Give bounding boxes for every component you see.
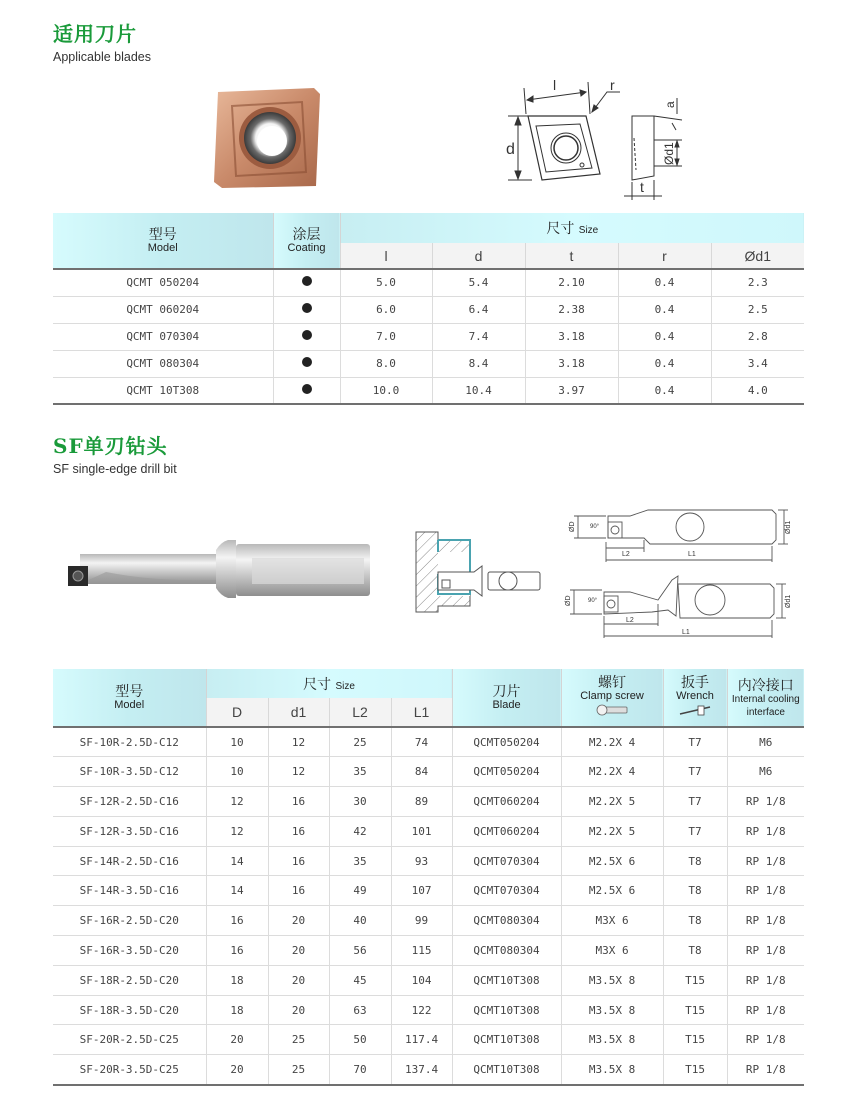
blades-section-title: 适用刀片 [53, 22, 137, 46]
cell-blade: QCMT10T308 [452, 995, 561, 1025]
cell-d1: 2.8 [711, 323, 804, 350]
svg-text:L2: L2 [626, 617, 634, 624]
clamp-screw-icon [595, 704, 629, 716]
table-row [53, 846, 804, 876]
header-model: 型号 Model [53, 213, 273, 269]
cell-wrench: T8 [663, 876, 727, 906]
table-row [53, 1055, 804, 1085]
cell-d1: 16 [268, 816, 329, 846]
cell-l2: 50 [329, 1025, 391, 1055]
drill-section-subtitle: SF single-edge drill bit [53, 462, 177, 476]
svg-text:90°: 90° [590, 524, 600, 530]
cell-l: 7.0 [340, 323, 432, 350]
cell-model: SF-20R-3.5D-C25 [53, 1055, 206, 1085]
cell-cooling: M6 [727, 757, 804, 787]
cell-wrench: T7 [663, 757, 727, 787]
cell-model: SF-18R-3.5D-C20 [53, 995, 206, 1025]
cell-d: 14 [206, 876, 268, 906]
cell-d: 10 [206, 727, 268, 757]
header-size: 尺寸 Size [206, 669, 452, 698]
table-row [53, 876, 804, 906]
blades-table [53, 213, 804, 405]
cell-model: SF-14R-2.5D-C16 [53, 846, 206, 876]
cell-l2: 49 [329, 876, 391, 906]
cell-d: 20 [206, 1025, 268, 1055]
svg-text:ØD: ØD [565, 595, 572, 606]
cell-model: SF-10R-3.5D-C12 [53, 757, 206, 787]
drilling-application-diagram [408, 526, 548, 616]
table-row [53, 757, 804, 787]
svg-text:r: r [610, 77, 615, 93]
cell-cooling: RP 1/8 [727, 995, 804, 1025]
svg-text:a: a [663, 101, 677, 108]
cell-model: SF-16R-3.5D-C20 [53, 936, 206, 966]
cell-wrench: T8 [663, 936, 727, 966]
cell-model: SF-12R-2.5D-C16 [53, 787, 206, 817]
cell-d1: 16 [268, 876, 329, 906]
cell-screw: M3X 6 [561, 906, 663, 936]
cell-l1: 101 [391, 816, 452, 846]
cell-l1: 122 [391, 995, 452, 1025]
header-d1: Ød1 [711, 243, 804, 269]
cell-l1: 107 [391, 876, 452, 906]
cell-cooling: RP 1/8 [727, 965, 804, 995]
cell-blade: QCMT10T308 [452, 1025, 561, 1055]
cell-l2: 30 [329, 787, 391, 817]
header-r: r [618, 243, 711, 269]
cell-screw: M3X 6 [561, 936, 663, 966]
cell-t: 2.10 [525, 269, 618, 296]
table-row [53, 787, 804, 817]
header-d: d [432, 243, 525, 269]
cell-blade: QCMT10T308 [452, 1055, 561, 1085]
svg-text:L1: L1 [688, 551, 696, 558]
cell-coating [273, 323, 340, 350]
cell-blade: QCMT070304 [452, 876, 561, 906]
svg-text:L1: L1 [682, 629, 690, 636]
cell-l: 10.0 [340, 377, 432, 404]
cell-l: 6.0 [340, 296, 432, 323]
svg-text:d: d [506, 141, 515, 158]
cell-model: QCMT 060204 [53, 296, 273, 323]
svg-text:L2: L2 [622, 551, 630, 558]
cell-cooling: RP 1/8 [727, 816, 804, 846]
cell-l1: 117.4 [391, 1025, 452, 1055]
cell-r: 0.4 [618, 296, 711, 323]
cell-l2: 42 [329, 816, 391, 846]
header-L2: L2 [329, 698, 391, 727]
cell-d1: 20 [268, 906, 329, 936]
cell-blade: QCMT050204 [452, 727, 561, 757]
cell-cooling: RP 1/8 [727, 936, 804, 966]
cell-d: 16 [206, 936, 268, 966]
cell-t: 3.18 [525, 350, 618, 377]
cell-screw: M2.2X 4 [561, 727, 663, 757]
cell-d: 16 [206, 906, 268, 936]
cell-model: SF-18R-2.5D-C20 [53, 965, 206, 995]
coating-dot-icon [302, 276, 312, 286]
cell-wrench: T15 [663, 1055, 727, 1085]
cell-d: 6.4 [432, 296, 525, 323]
drill-table [53, 669, 804, 1086]
cell-screw: M2.5X 6 [561, 846, 663, 876]
svg-text:l: l [553, 77, 557, 93]
cell-l1: 89 [391, 787, 452, 817]
cell-model: SF-12R-3.5D-C16 [53, 816, 206, 846]
header-clamp-screw: 螺钉 Clamp screw [561, 669, 663, 727]
cell-wrench: T8 [663, 906, 727, 936]
cell-d1: 2.3 [711, 269, 804, 296]
coating-dot-icon [302, 330, 312, 340]
wrench-icon [678, 703, 712, 717]
cell-l2: 35 [329, 846, 391, 876]
cell-wrench: T7 [663, 816, 727, 846]
cell-l1: 74 [391, 727, 452, 757]
drill-dimension-diagram [560, 492, 800, 642]
table-row [53, 965, 804, 995]
cell-wrench: T15 [663, 1025, 727, 1055]
cell-d: 18 [206, 965, 268, 995]
cell-l2: 45 [329, 965, 391, 995]
cell-t: 3.18 [525, 323, 618, 350]
header-L1: L1 [391, 698, 452, 727]
cell-screw: M2.2X 4 [561, 757, 663, 787]
cell-cooling: M6 [727, 727, 804, 757]
cell-screw: M3.5X 8 [561, 1055, 663, 1085]
cell-screw: M3.5X 8 [561, 995, 663, 1025]
cell-d1: 12 [268, 727, 329, 757]
svg-text:t: t [640, 179, 644, 195]
cell-screw: M2.2X 5 [561, 816, 663, 846]
coating-dot-icon [302, 384, 312, 394]
cell-l1: 137.4 [391, 1055, 452, 1085]
table-row [53, 323, 804, 350]
table-row [53, 936, 804, 966]
cell-r: 0.4 [618, 350, 711, 377]
cell-coating [273, 296, 340, 323]
cell-cooling: RP 1/8 [727, 876, 804, 906]
cell-blade: QCMT080304 [452, 936, 561, 966]
svg-text:Ød1: Ød1 [662, 142, 676, 165]
cell-d1: 12 [268, 757, 329, 787]
cell-l2: 25 [329, 727, 391, 757]
cell-l2: 63 [329, 995, 391, 1025]
cell-l2: 56 [329, 936, 391, 966]
cell-d1: 25 [268, 1055, 329, 1085]
cell-model: SF-16R-2.5D-C20 [53, 906, 206, 936]
header-size: 尺寸 Size [340, 213, 804, 243]
cell-d: 8.4 [432, 350, 525, 377]
table-row [53, 906, 804, 936]
cell-l: 8.0 [340, 350, 432, 377]
cell-coating [273, 269, 340, 296]
drill-section-title: SF单刃钻头 [53, 434, 168, 458]
cell-coating [273, 350, 340, 377]
cell-d1: 20 [268, 965, 329, 995]
cell-blade: QCMT10T308 [452, 965, 561, 995]
header-coating: 涂层 Coating [273, 213, 340, 269]
cell-cooling: RP 1/8 [727, 787, 804, 817]
cell-model: QCMT 080304 [53, 350, 273, 377]
cell-wrench: T7 [663, 787, 727, 817]
cell-model: SF-10R-2.5D-C12 [53, 727, 206, 757]
cell-d: 5.4 [432, 269, 525, 296]
table-row [53, 269, 804, 296]
cell-r: 0.4 [618, 269, 711, 296]
cell-l1: 99 [391, 906, 452, 936]
cell-l1: 84 [391, 757, 452, 787]
cell-wrench: T8 [663, 846, 727, 876]
cell-d: 7.4 [432, 323, 525, 350]
cell-d1: 20 [268, 995, 329, 1025]
cell-d: 12 [206, 816, 268, 846]
blades-section-subtitle: Applicable blades [53, 50, 151, 64]
cell-cooling: RP 1/8 [727, 1055, 804, 1085]
cell-blade: QCMT080304 [452, 906, 561, 936]
header-D: D [206, 698, 268, 727]
coating-dot-icon [302, 303, 312, 313]
cell-d1: 16 [268, 787, 329, 817]
cell-d: 10 [206, 757, 268, 787]
cell-d: 14 [206, 846, 268, 876]
cell-d1: 20 [268, 936, 329, 966]
cell-model: SF-20R-2.5D-C25 [53, 1025, 206, 1055]
cell-d1: 3.4 [711, 350, 804, 377]
drill-bit-photo [66, 536, 376, 606]
cell-blade: QCMT060204 [452, 816, 561, 846]
header-l: l [340, 243, 432, 269]
cell-d: 20 [206, 1055, 268, 1085]
cell-l1: 115 [391, 936, 452, 966]
cell-model: SF-14R-3.5D-C16 [53, 876, 206, 906]
blade-dimension-diagram [490, 68, 710, 203]
cell-r: 0.4 [618, 377, 711, 404]
header-wrench: 扳手 Wrench [663, 669, 727, 727]
cell-wrench: T15 [663, 995, 727, 1025]
table-row [53, 296, 804, 323]
blade-insert-photo [210, 86, 322, 190]
cell-l: 5.0 [340, 269, 432, 296]
cell-screw: M2.5X 6 [561, 876, 663, 906]
cell-screw: M3.5X 8 [561, 965, 663, 995]
header-t: t [525, 243, 618, 269]
cell-t: 2.38 [525, 296, 618, 323]
cell-d: 10.4 [432, 377, 525, 404]
cell-l1: 93 [391, 846, 452, 876]
cell-cooling: RP 1/8 [727, 1025, 804, 1055]
header-model: 型号 Model [53, 669, 206, 727]
table-row [53, 1025, 804, 1055]
cell-l1: 104 [391, 965, 452, 995]
cell-blade: QCMT050204 [452, 757, 561, 787]
table-row [53, 350, 804, 377]
cell-t: 3.97 [525, 377, 618, 404]
cell-coating [273, 377, 340, 404]
table-row [53, 377, 804, 404]
table-row [53, 816, 804, 846]
cell-blade: QCMT070304 [452, 846, 561, 876]
cell-wrench: T15 [663, 965, 727, 995]
header-internal-cooling: 内冷接口 Internal cooling interface [727, 669, 804, 727]
cell-d1: 16 [268, 846, 329, 876]
cell-wrench: T7 [663, 727, 727, 757]
header-blade: 刀片 Blade [452, 669, 561, 727]
coating-dot-icon [302, 357, 312, 367]
cell-l2: 70 [329, 1055, 391, 1085]
header-d1: d1 [268, 698, 329, 727]
cell-l2: 40 [329, 906, 391, 936]
cell-screw: M2.2X 5 [561, 787, 663, 817]
svg-text:90°: 90° [588, 598, 598, 604]
cell-d1: 4.0 [711, 377, 804, 404]
cell-model: QCMT 070304 [53, 323, 273, 350]
cell-model: QCMT 050204 [53, 269, 273, 296]
svg-text:ØD: ØD [569, 521, 576, 532]
svg-text:Ød1: Ød1 [785, 594, 792, 608]
cell-cooling: RP 1/8 [727, 906, 804, 936]
cell-r: 0.4 [618, 323, 711, 350]
cell-model: QCMT 10T308 [53, 377, 273, 404]
cell-d1: 25 [268, 1025, 329, 1055]
svg-text:Ød1: Ød1 [785, 520, 792, 534]
cell-d: 12 [206, 787, 268, 817]
cell-d: 18 [206, 995, 268, 1025]
table-row [53, 727, 804, 757]
cell-d1: 2.5 [711, 296, 804, 323]
cell-cooling: RP 1/8 [727, 846, 804, 876]
cell-l2: 35 [329, 757, 391, 787]
table-row [53, 995, 804, 1025]
cell-screw: M3.5X 8 [561, 1025, 663, 1055]
cell-blade: QCMT060204 [452, 787, 561, 817]
